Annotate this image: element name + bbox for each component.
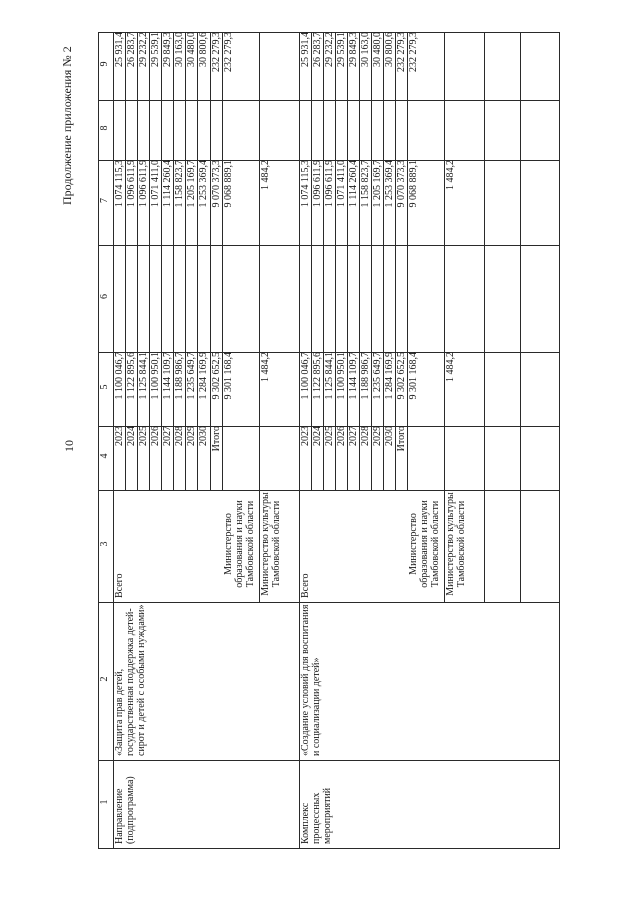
section2-regional-value: 1 096 611,9	[312, 160, 323, 208]
section2-ministry-regional: 1 484,2	[445, 160, 456, 190]
column-number-9: 9	[99, 61, 110, 67]
column-number-6: 6	[99, 294, 110, 299]
section1-other-value: 232 279,3	[211, 32, 222, 72]
section2-total-label: Всего	[300, 573, 311, 598]
column-number-5: 5	[99, 384, 110, 390]
section2-ministry-name: Министерство образования и науки Тамбовской области	[408, 500, 441, 588]
section2-total-value: 1 144 109,7	[348, 352, 359, 400]
section2-total-value: 1 100 046,7	[300, 352, 311, 400]
section1-direction-label: Направление (подпрограмма)	[114, 776, 136, 844]
section2-other-value: 25 931,4	[300, 32, 311, 67]
section2-other-value: 232 279,3	[396, 32, 407, 72]
section2-ministry-regional: 9 068 889,1	[408, 160, 419, 208]
section2-regional-value: 1 205 169,7	[372, 160, 383, 208]
section1-regional-value: 1 253 369,4	[198, 160, 209, 208]
section1-ministry-regional: 9 068 889,1	[223, 160, 234, 208]
section1-other-value: 30 800,6	[198, 32, 209, 67]
section1-ministry-other: 232 279,3	[223, 32, 234, 72]
section1-year: 2030	[198, 426, 209, 446]
section2-other-value: 30 480,0	[372, 32, 383, 67]
section2-other-value: 29 232,2	[324, 32, 335, 67]
column-number-2: 2	[99, 676, 110, 682]
section2-total-value: 9 302 652,5	[396, 352, 407, 400]
section2-regional-value: 1 096 611,9	[324, 160, 335, 208]
section2-regional-value: 1 253 369,4	[384, 160, 395, 208]
section2-regional-value: 1 158 823,7	[360, 160, 371, 208]
section1-regional-value: 1 096 611,9	[138, 160, 149, 208]
section2-total-value: 1 235 649,7	[372, 352, 383, 400]
section1-regional-value: 9 070 373,3	[211, 160, 222, 208]
running-head: Продолжение приложения № 2	[60, 46, 74, 205]
column-number-1: 1	[99, 799, 110, 805]
section1-year: 2025	[138, 426, 149, 446]
section2-total-value: 1 125 844,1	[324, 352, 335, 400]
column-number-3: 3	[99, 541, 110, 547]
section1-ministry-regional: 1 484,2	[260, 160, 271, 190]
section2-ministry-total: 1 484,2	[445, 352, 456, 382]
section2-year: 2029	[372, 426, 383, 446]
section2-other-value: 29 849,3	[348, 32, 359, 67]
section1-year: 2026	[150, 426, 161, 446]
column-rule	[98, 245, 560, 246]
section1-other-value: 30 480,0	[186, 32, 197, 67]
column-rule	[98, 848, 560, 849]
section2-ministry-other: 232 279,3	[408, 32, 419, 72]
section2-ministry-total: 9 301 168,4	[408, 352, 419, 400]
section1-other-value: 29 539,1	[150, 32, 161, 67]
section2-year: 2028	[360, 426, 371, 446]
section1-total-label: Всего	[114, 573, 125, 598]
section1-regional-value: 1 114 260,4	[162, 160, 173, 208]
section2-regional-value: 9 070 373,3	[396, 160, 407, 208]
section2-regional-value: 1 071 411,0	[336, 160, 347, 208]
section1-year: 2029	[186, 426, 197, 446]
section1-total-value: 1 100 046,7	[114, 352, 125, 400]
section1-year: 2023	[114, 426, 125, 446]
table-right-rule	[559, 32, 560, 848]
section2-ministry-name: Министерство культуры Тамбовской области	[445, 492, 467, 596]
section1-year: 2028	[174, 426, 185, 446]
section1-regional-value: 1 071 411,0	[150, 160, 161, 208]
section1-ministry-name: Министерство образования и науки Тамбовской области	[223, 500, 256, 588]
section2-direction-label: Комплекс процессных мероприятий	[300, 787, 333, 844]
section2-year: 2024	[312, 426, 323, 446]
section1-year: Итого	[211, 426, 222, 452]
section2-other-value: 30 800,6	[384, 32, 395, 67]
section1-total-value: 1 144 109,7	[162, 352, 173, 400]
section1-ministry-name: Министерство культуры Тамбовской области	[260, 492, 282, 596]
section1-total-value: 1 125 844,1	[138, 352, 149, 400]
column-number-7: 7	[99, 198, 110, 203]
section1-other-value: 26 283,7	[126, 32, 137, 67]
section1-regional-value: 1 096 611,9	[126, 160, 137, 208]
section1-total-value: 1 100 950,1	[150, 352, 161, 400]
section1-year: 2027	[162, 426, 173, 446]
section1-regional-value: 1 074 115,3	[114, 160, 125, 208]
column-number-4: 4	[99, 453, 110, 459]
section2-title: «Создание условий для воспитания и социализации детей»	[300, 604, 322, 756]
section2-total-value: 1 284 169,9	[384, 352, 395, 400]
section2-other-value: 29 539,1	[336, 32, 347, 67]
section2-year: 2027	[348, 426, 359, 446]
section1-ministry-total: 1 484,2	[260, 352, 271, 382]
column-rule	[98, 100, 560, 101]
section1-ministry-other	[260, 30, 298, 98]
row-rule	[520, 32, 521, 603]
section2-other-value: 30 163,0	[360, 32, 371, 67]
page-number: 10	[62, 440, 76, 452]
section1-other-value: 29 232,2	[138, 32, 149, 67]
section1-other-value: 30 163,0	[174, 32, 185, 67]
section1-total-value: 1 284 169,9	[198, 352, 209, 400]
section2-regional-value: 1 114 260,4	[348, 160, 359, 208]
section2-regional-value: 1 074 115,3	[300, 160, 311, 208]
section2-total-value: 1 188 986,7	[360, 352, 371, 400]
column-number-8: 8	[99, 125, 110, 131]
section2-year: 2026	[336, 426, 347, 446]
section1-total-value: 1 235 649,7	[186, 352, 197, 400]
section1-regional-value: 1 158 823,7	[174, 160, 185, 208]
section2-year: 2025	[324, 426, 335, 446]
section1-total-value: 1 188 986,7	[174, 352, 185, 400]
section1-ministry-total: 9 301 168,4	[223, 352, 234, 400]
section2-total-value: 1 100 950,1	[336, 352, 347, 400]
section2-ministry-other	[445, 30, 483, 98]
section2-year: 2030	[384, 426, 395, 446]
section1-total-value: 9 302 652,5	[211, 352, 222, 400]
section1-year: 2024	[126, 426, 137, 446]
section1-regional-value: 1 205 169,7	[186, 160, 197, 208]
section1-title: «Защита прав детей, государственная поддержка детей-сирот и детей с особыми нуждами»	[114, 604, 147, 756]
section2-year: Итого	[396, 426, 407, 452]
section2-total-value: 1 122 895,6	[312, 352, 323, 400]
row-rule	[484, 32, 485, 603]
section1-other-value: 29 849,3	[162, 32, 173, 67]
section1-total-value: 1 122 895,6	[126, 352, 137, 400]
section2-other-value: 26 283,7	[312, 32, 323, 67]
section2-year: 2023	[300, 426, 311, 446]
section1-other-value: 25 931,4	[114, 32, 125, 67]
